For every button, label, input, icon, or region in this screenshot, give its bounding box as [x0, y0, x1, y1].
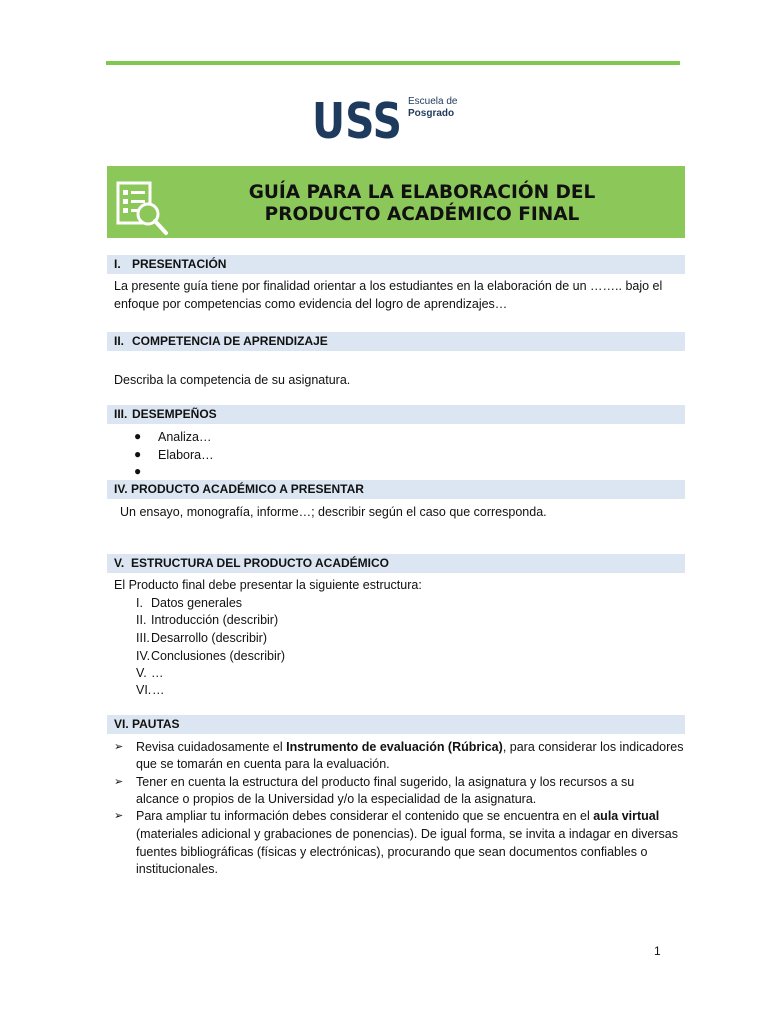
document-title-line-1: GUÍA PARA LA ELABORACIÓN DEL: [248, 182, 596, 203]
section-number: IV.: [114, 482, 128, 496]
presentacion-line-2: enfoque por competencias como evidencia del logro de aprendizajes…: [114, 297, 508, 311]
producto-text: Un ensayo, monografía, informe…; describir según el caso que corresponda.: [120, 505, 547, 519]
arrow-bullet-icon: ➢: [114, 741, 124, 753]
estructura-item-num: IV.: [136, 649, 151, 663]
estructura-item-num: I.: [136, 596, 143, 610]
pauta-3-line-3: fuentes bibliográficas (físicas y electrónicas), procurando que sean documentos confiables o: [136, 845, 648, 859]
section-number: III.: [114, 407, 128, 421]
estructura-item-text: …: [151, 666, 164, 680]
section-header-pautas: [107, 715, 685, 734]
section-title: COMPETENCIA DE APRENDIZAJE: [132, 334, 328, 348]
uss-logo: [312, 93, 462, 150]
pauta-2-line-2: alcance o propios de la Universidad y/o la especialidad de la asignatura.: [136, 792, 537, 806]
bullet-dot-icon: ●: [134, 464, 142, 478]
uss-logo-mark: [312, 93, 404, 150]
title-banner: [107, 166, 685, 238]
section-title: PRESENTACIÓN: [132, 257, 227, 271]
section-number: II.: [114, 334, 125, 348]
section-title: PRODUCTO ACADÉMICO A PRESENTAR: [131, 482, 364, 496]
arrow-bullet-icon: ➢: [114, 810, 124, 822]
pauta-3-line-4: institucionales.: [136, 862, 218, 876]
document-title-line-2: PRODUCTO ACADÉMICO FINAL: [264, 204, 580, 225]
estructura-intro: El Producto final debe presentar la siguiente estructura:: [114, 578, 422, 592]
estructura-item-num: VI.: [136, 683, 152, 697]
section-title: ESTRUCTURA DEL PRODUCTO ACADÉMICO: [131, 556, 390, 570]
estructura-item-text: …: [152, 683, 165, 697]
section-header-presentacion: [107, 255, 685, 274]
competencia-text: Describa la competencia de su asignatura.: [114, 373, 351, 387]
estructura-item-text: Introducción (describir): [151, 613, 279, 627]
estructura-item-num: II.: [136, 613, 147, 627]
bullet-dot-icon: ●: [134, 429, 142, 443]
estructura-item-num: V.: [136, 666, 147, 680]
pauta-3-line-2: (materiales adicional y grabaciones de ponencias). De igual forma, se invita a indagar en diversas: [136, 827, 678, 841]
estructura-item-text: Conclusiones (describir): [151, 649, 286, 663]
logo-subtitle-escuela: Escuela de: [408, 96, 458, 107]
section-title: PAUTAS: [132, 717, 180, 731]
document-title: [217, 182, 627, 226]
estructura-item-text: Datos generales: [151, 596, 243, 610]
pauta-1-line-2: que se tomarán en cuenta para la evaluación.: [136, 757, 390, 771]
section-header-competencia: [107, 332, 685, 351]
logo-subtitle-posgrado: Posgrado: [408, 108, 455, 119]
pauta-3-line-1: Para ampliar tu información debes considerar el contenido que se encuentra en el aula virtual: [136, 809, 660, 823]
presentacion-line-1: La presente guía tiene por finalidad orientar a los estudiantes en la elaboración de un …….. bajo el: [114, 279, 663, 293]
section-header-desempenos: [107, 405, 685, 424]
page-number: 1: [654, 944, 661, 958]
section-header-producto: [107, 480, 685, 499]
section-number: I.: [114, 257, 121, 271]
estructura-item-num: III.: [136, 631, 150, 645]
section-number: V.: [114, 556, 125, 570]
arrow-bullet-icon: ➢: [114, 776, 124, 788]
estructura-item-text: Desarrollo (describir): [151, 631, 267, 645]
bullet-dot-icon: ●: [134, 447, 142, 461]
pauta-2-line-1: Tener en cuenta la estructura del producto final sugerido, la asignatura y los recursos a su: [136, 775, 635, 789]
document-search-icon: [110, 178, 172, 240]
section-header-estructura: [107, 554, 685, 573]
section-title: DESEMPEÑOS: [132, 407, 217, 421]
desempeno-item: Analiza…: [158, 430, 212, 444]
svg-text:USS: USS: [312, 93, 402, 150]
top-green-rule: [106, 61, 680, 65]
desempeno-item: Elabora…: [158, 448, 214, 462]
section-number: VI.: [114, 717, 129, 731]
pauta-1-line-1: Revisa cuidadosamente el Instrumento de evaluación (Rúbrica), para considerar los indicadores: [136, 740, 684, 754]
